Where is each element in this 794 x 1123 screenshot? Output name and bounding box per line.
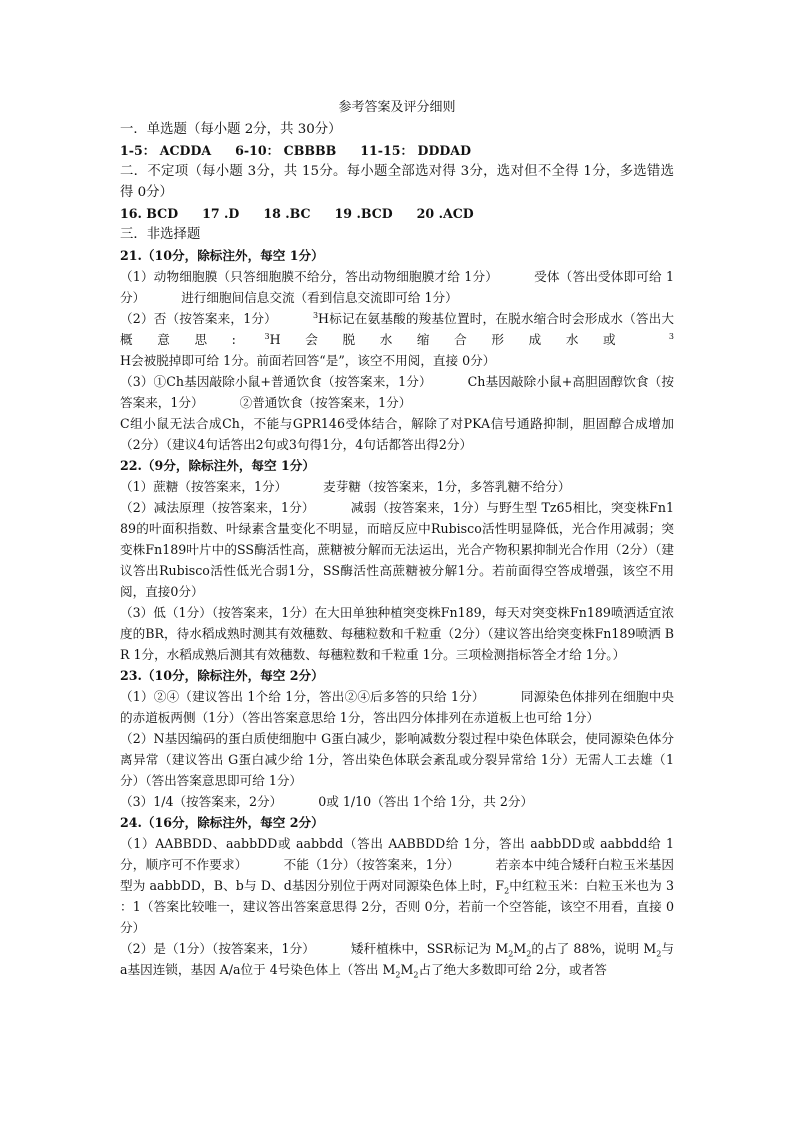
section-1-heading: 一．单选题（每小题 2分，共 30分） bbox=[120, 122, 342, 137]
q23-part-1: （1）②④（建议答出 1个给 1分，答出②④后多答的只给 1分） 同源染色体排列在细胞中央的赤道板两侧（1分）（答出答案意思给 1分，答出四分体排列在赤道板上也可给 1分） bbox=[120, 689, 675, 725]
q23-part-2: （2）N基因编码的蛋白质使细胞中 G蛋白减少，影响减数分裂过程中染色体联会，使同源染色体分离异常（建议答出 G蛋白减少给 1分，答出染色体联会紊乱或分裂异常给 1分）无需人工去雄（1分）（答出答案意思即可给 1分） bbox=[120, 731, 674, 788]
q24-part-2: （2）是（1分）（按答案来，1分） 矮秆植株中，SSR标记为 $M_2M_2$的占了 88%，说明 $M_2$与 a基因连锁，基因 A/a位于 4号染色体上（答出 $M_2M_2$占了绝大多数即可给 2分，或者答 bbox=[120, 941, 674, 980]
section-1-answers: 1-5： ACDDA 6-10： CBBBB 11-15： DDDAD bbox=[120, 143, 472, 158]
q24-part-1: （1）AABBDD、aabbDD或 aabbdd（答出 AABBDD给 1分，答出 aabbDD或 aabbdd给 1分，顺序可不作要求） 不能（1分）（按答案来，1分） 若亲本中纯合矮秆白粒玉米基因型为 aabbDD，B、b与 D、d基因分别位于两对同源染色体上时，$F_2$中红粒玉米：白粒玉米也为 3 ：1（答案比较唯一，建议答出答案意思得 2分，否则 0分，若前一个空答能，该空不用看，直接 0分） bbox=[120, 836, 675, 935]
q21-part-3-answer: C组小鼠无法合成Ch，不能与GPR146受体结合，解除了对PKA信号通路抑制，胆固醇合成增加（2分）（建议4句话答出2句或3句得1分，4句话都答出得2分） bbox=[120, 416, 674, 452]
q22-part-3: （3）低（1分）（按答案来，1分）在大田单独种植突变株Fn189，每天对突变株Fn189喷洒适宜浓度的BR，待水稻成熟时测其有效穗数、每穗粒数和千粒重（2分）（建议答出给突变株Fn189喷洒 BR 1分，水稻成熟后测其有效穗数、每穗粒数和千粒重 1分。三项检测指标答全才给 1分。） bbox=[120, 605, 674, 662]
question-22-heading: 22.（9分，除标注外，每空 1分） bbox=[120, 458, 315, 473]
page-title: 参考答案及评分细则 bbox=[338, 100, 456, 115]
q21-part-3: （3）①Ch基因敲除小鼠+普通饮食（按答案来，1分） Ch基因敲除小鼠+高胆固醇饮食（按答案来，1分） ②普通饮食（按答案来，1分） bbox=[120, 374, 674, 410]
q22-part-1: （1）蔗糖（按答案来，1分） 麦芽糖（按答案来，1分，多答乳糖不给分） bbox=[120, 479, 571, 494]
section-3-heading: 三．非选择题 bbox=[120, 227, 201, 242]
q21-part-1: （1）动物细胞膜（只答细胞膜不给分，答出动物细胞膜才给 1分） 受体（答出受体即可给 1分） 进行细胞间信息交流（看到信息交流即可给 1分） bbox=[120, 269, 674, 305]
q21-part-2: （2）否（按答案来，1分） $^3$H标记在氨基酸的羧基位置时，在脱水缩合时会形成水（答出大概意思: $^3$H会脱水缩合形成水或 $^3$H会被脱掉即可给 1分。前面若回答“是”，该空不用阅，直接 0分） bbox=[120, 310, 675, 368]
question-21-heading: 21.（10分，除标注外，每空 1分） bbox=[120, 248, 324, 263]
q22-part-2: （2）减法原理（按答案来，1分） 减弱（按答案来，1分）与野生型 Tz65相比，突变株Fn189的叶面积指数、叶绿素含量变化不明显，而暗反应中Rubisco活性明显降低，光合作用减弱；突变株Fn189叶片中的SS酶活性高，蔗糖被分解而无法运出，光合产物积累抑制光合作用（2分）（建议答出Rubisco活性低光合弱1分，SS酶活性高蔗糖被分解1分。若前面得空答成增强，该空不用阅，直接0分） bbox=[120, 500, 675, 599]
section-2-answers: 16. BCD 17 .D 18 .BC 19 .BCD 20 .ACD bbox=[120, 206, 474, 221]
question-23-heading: 23.（10分，除标注外，每空 2分） bbox=[120, 668, 324, 683]
section-2-heading: 二．不定项（每小题 3分，共 15分。每小题全部选对得 3分，选对但不全得 1分，多选错选得 0分） bbox=[120, 164, 674, 200]
q23-part-3: （3）1/4（按答案来，2分） 0或 1/10（答出 1个给 1分，共 2分） bbox=[120, 794, 534, 809]
question-24-heading: 24.（16分，除标注外，每空 2分） bbox=[120, 815, 324, 830]
